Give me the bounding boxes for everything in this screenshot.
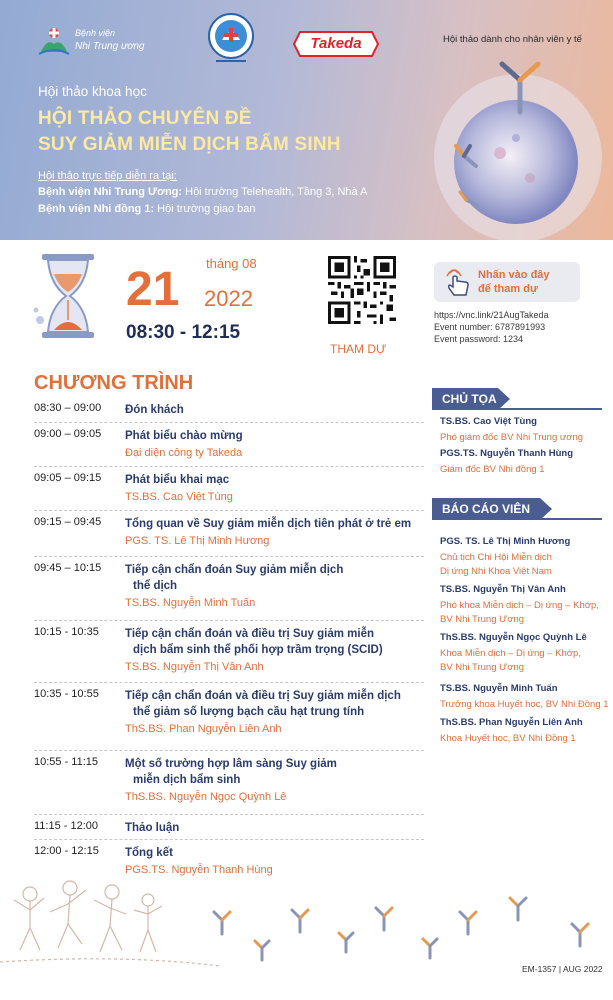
agenda-title-line1: Phát biểu khai mạc: [125, 474, 230, 486]
event-subtitle: Hội thảo khoa học: [38, 84, 147, 99]
agenda-time: 09:00 – 09:05: [34, 428, 102, 440]
agenda-divider: [34, 422, 424, 423]
agenda-divider: [34, 814, 424, 815]
person-role-line1: Chủ tịch Chi Hội Miễn dịch: [440, 552, 552, 563]
person-name: ThS.BS. Nguyễn Ngọc Quỳnh Lê: [440, 632, 587, 643]
agenda-speaker: PGS.TS. Nguyễn Thanh Hùng: [125, 864, 273, 876]
takeda-wordmark: Takeda: [310, 35, 362, 52]
agenda-title-line1: Một số trường hợp lâm sàng Suy giảm: [125, 758, 337, 770]
event-link[interactable]: https://vnc.link/21AugTakeda: [434, 310, 549, 320]
agenda-title-line1: Tiếp cận chẩn đoán và điều trị Suy giảm miễn: [125, 628, 375, 640]
person-role-line1: Khoa Miễn dịch – Dị ứng – Khớp,: [440, 648, 581, 659]
person-name: TS.BS. Cao Việt Tùng: [440, 416, 537, 427]
person-role: [440, 599, 610, 627]
join-button[interactable]: [434, 262, 580, 302]
venue-1-place: Hội trường Telehealth, Tầng 3, Nhà A: [182, 186, 368, 198]
agenda-title-line2: dịch bẩm sinh thể phối hợp trầm trọng (SCID): [133, 644, 383, 656]
person-role: [440, 647, 610, 675]
person-role-line1: Trưởng khoa Huyết học, BV Nhi Đồng 1: [440, 699, 609, 710]
hospital-nd1-seal-icon: [196, 10, 266, 68]
logo-nhi-line1: Bệnh viện: [75, 28, 116, 38]
agenda-time: 09:45 – 10:15: [34, 562, 102, 574]
agenda-time: 10:55 - 11:15: [34, 756, 99, 768]
agenda-divider: [34, 466, 424, 467]
qr-label: THAM DỰ: [330, 342, 387, 356]
venue-intro: Hội thảo trực tiếp diễn ra tại:: [38, 170, 177, 182]
agenda-title: [125, 756, 425, 788]
agenda-title: [125, 516, 425, 532]
agenda-title: [125, 845, 425, 861]
agenda-title-line2: thể dịch: [133, 580, 178, 592]
person-role-line2: BV Nhi Trung Ương: [440, 614, 525, 625]
agenda-speaker: ThS.BS. Phan Nguyễn Liên Anh: [125, 723, 282, 735]
agenda-speaker: PGS. TS. Lê Thị Minh Hương: [125, 535, 270, 547]
immune-cell-illustration: [420, 58, 612, 240]
agenda-time: 09:05 – 09:15: [34, 472, 102, 484]
header-banner: [0, 0, 613, 240]
agenda-title-line1: Tổng quan về Suy giảm miễn dịch tiên phát ở trẻ em: [125, 518, 412, 530]
agenda-title: [125, 472, 425, 488]
agenda-title: [125, 688, 425, 720]
person-name: ThS.BS. Phan Nguyễn Liên Anh: [440, 717, 583, 728]
person-role-line2: Dị ứng Nhi Khoa Việt Nam: [440, 566, 552, 577]
venue-2-place: Hội trường giao ban: [154, 203, 256, 215]
speakers-heading: BÁO CÁO VIÊN: [432, 498, 540, 520]
agenda-time: 11:15 - 12:00: [34, 820, 99, 832]
tap-hand-icon: [444, 267, 472, 297]
venue-2-name: Bệnh viện Nhi đồng 1:: [38, 203, 155, 215]
speakers-divider: [432, 518, 602, 520]
hourglass-icon: [30, 250, 105, 345]
person-role: [440, 463, 610, 477]
agenda-speaker: TS.BS. Cao Việt Tùng: [125, 491, 233, 503]
agenda-title: [125, 402, 425, 418]
person-role: [440, 431, 610, 445]
person-role: [440, 698, 610, 712]
agenda-divider: [34, 510, 424, 511]
agenda-title-line1: Phát biểu chào mừng: [125, 430, 243, 442]
agenda-time: 09:15 – 09:45: [34, 516, 102, 528]
person-name: TS.BS. Nguyễn Minh Tuấn: [440, 683, 558, 694]
audience-note: Hội thảo dành cho nhân viên y tế: [443, 34, 582, 45]
person-name: PGS.TS. Nguyễn Thanh Hùng: [440, 448, 573, 459]
agenda-divider: [34, 839, 424, 840]
person-role-line1: Phó giám đốc BV Nhi Trung ương: [440, 432, 584, 443]
agenda-title: [125, 562, 425, 594]
agenda-title-line1: Tổng kết: [125, 847, 173, 859]
takeda-logo: [292, 28, 380, 60]
agenda-title-line1: Thảo luận: [125, 822, 180, 834]
agenda-title: [125, 428, 425, 444]
agenda-title-line1: Tiếp cận chẩn đoán Suy giảm miễn dịch: [125, 564, 344, 576]
hospital-nhi-logo: [37, 22, 167, 62]
program-title: CHƯƠNG TRÌNH: [34, 372, 194, 394]
agenda-divider: [34, 682, 424, 683]
chairs-divider: [432, 408, 602, 410]
person-role-line1: Phó khoa Miễn dịch – Dị ứng – Khớp,: [440, 600, 599, 611]
agenda-speaker: TS.BS. Nguyễn Minh Tuấn: [125, 597, 256, 609]
venue-1-name: Bệnh viện Nhi Trung Ương:: [38, 186, 183, 198]
join-button-line1: Nhấn vào đây: [478, 269, 550, 281]
agenda-time: 12:00 - 12:15: [34, 845, 99, 857]
person-name: PGS. TS. Lê Thị Minh Hương: [440, 536, 571, 547]
agenda-time: 10:15 - 10:35: [34, 626, 99, 638]
join-button-line2: để tham dự: [478, 283, 538, 295]
event-title-line1: HỘI THẢO CHUYÊN ĐỀ: [38, 108, 252, 129]
agenda-speaker: Đại diện công ty Takeda: [125, 447, 243, 459]
agenda-time: 08:30 – 09:00: [34, 402, 102, 414]
agenda-title-line2: thể giảm số lượng bạch cầu hạt trung tính: [133, 706, 365, 718]
event-title-line2: SUY GIẢM MIỄN DỊCH BẨM SINH: [38, 134, 341, 155]
registration-qr-code[interactable]: [328, 256, 396, 324]
venue-nhi-trung-uong: [38, 186, 367, 198]
agenda-time: 10:35 - 10:55: [34, 688, 99, 700]
person-role-line1: Giám đốc BV Nhi đồng 1: [440, 464, 545, 475]
event-password: Event password: 1234: [434, 334, 524, 344]
agenda-speaker: ThS.BS. Nguyễn Ngọc Quỳnh Lê: [125, 791, 287, 803]
person-role: [440, 551, 610, 579]
agenda-title: [125, 626, 425, 658]
chairs-heading: CHỦ TỌA: [432, 388, 498, 410]
document-code: EM-1357 | AUG 2022: [522, 964, 603, 974]
event-day: 21: [126, 263, 180, 316]
venue-nhi-dong-1: [38, 203, 256, 215]
agenda-title-line1: Đón khách: [125, 404, 184, 416]
agenda-title-line1: Tiếp cận chẩn đoán và điều trị Suy giảm miễn dịch: [125, 690, 401, 702]
agenda-speaker: TS.BS. Nguyễn Thị Vân Anh: [125, 661, 264, 673]
logo-nhi-line2: Nhi Trung ương: [75, 41, 145, 52]
event-year: 2022: [204, 286, 253, 311]
person-role-line1: Khoa Huyết học, BV Nhi Đồng 1: [440, 733, 576, 744]
event-time: 08:30 - 12:15: [126, 322, 241, 343]
event-month: tháng 08: [206, 256, 257, 271]
agenda-divider: [34, 620, 424, 621]
agenda-title: [125, 820, 425, 836]
agenda-divider: [34, 750, 424, 751]
agenda-title-line2: miễn dịch bẩm sinh: [133, 774, 241, 786]
hospital-nhi-icon: [37, 24, 71, 58]
person-role: [440, 732, 610, 746]
person-name: TS.BS. Nguyễn Thị Vân Anh: [440, 584, 566, 595]
event-number: Event number: 6787891993: [434, 322, 546, 332]
agenda-divider: [34, 556, 424, 557]
person-role-line2: BV Nhi Trung Ương: [440, 662, 525, 673]
